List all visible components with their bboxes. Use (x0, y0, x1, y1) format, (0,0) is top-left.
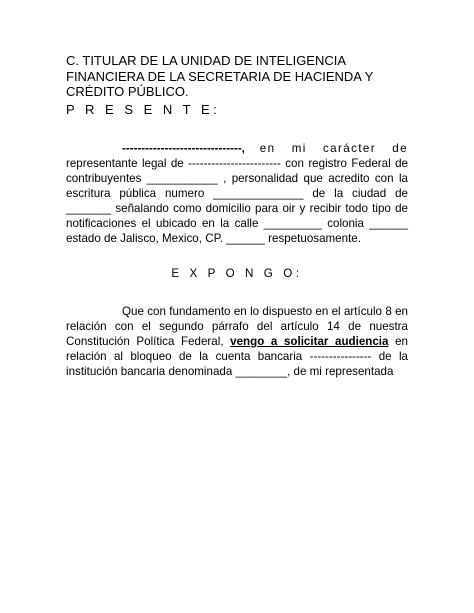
name-blank: -------------------------------, (122, 142, 245, 155)
intro-text-2: representante legal de ------------------------ con registro Federal de contribuyentes ___________ , personalidad que acredito con la escritura pública numero ______________ de la ciudad de _______ señalando como domicilio para oir y recibir todo tipo de notificaciones el ubicado en la calle _________ colonia ______ estado de Jalisco, Mexico, CP. ______ respetuosamente. (66, 157, 408, 245)
expongo-label: E X P O N G O: (171, 267, 303, 280)
presente-label: P R E S E N T E: (66, 102, 221, 117)
heading-line-1: C. TITULAR DE LA UNIDAD DE INTELIGENCIA (66, 53, 347, 68)
intro-text-1: en mi carácter de (259, 142, 408, 155)
body-text-1: Que con fundamento en lo dispuesto en el artículo 8 en relación con el segundo párrafo del artículo 14 de nuestra Constitución Política Federal, (66, 305, 408, 348)
heading-line-2: FINANCIERA DE LA SECRETARIA DE HACIENDA Y (66, 68, 374, 84)
body-paragraph (66, 304, 408, 379)
intro-paragraph (66, 141, 408, 246)
addressee-heading (66, 53, 426, 100)
request-emphasis: vengo a solicitar audiencia (230, 335, 389, 348)
heading-line-3: CRÉDITO PÚBLICO. (66, 84, 189, 99)
body-text-2: en relación al bloqueo de la cuenta bancaria ---------------- de la institución bancaria denominada ________, de mi representada (66, 335, 408, 378)
